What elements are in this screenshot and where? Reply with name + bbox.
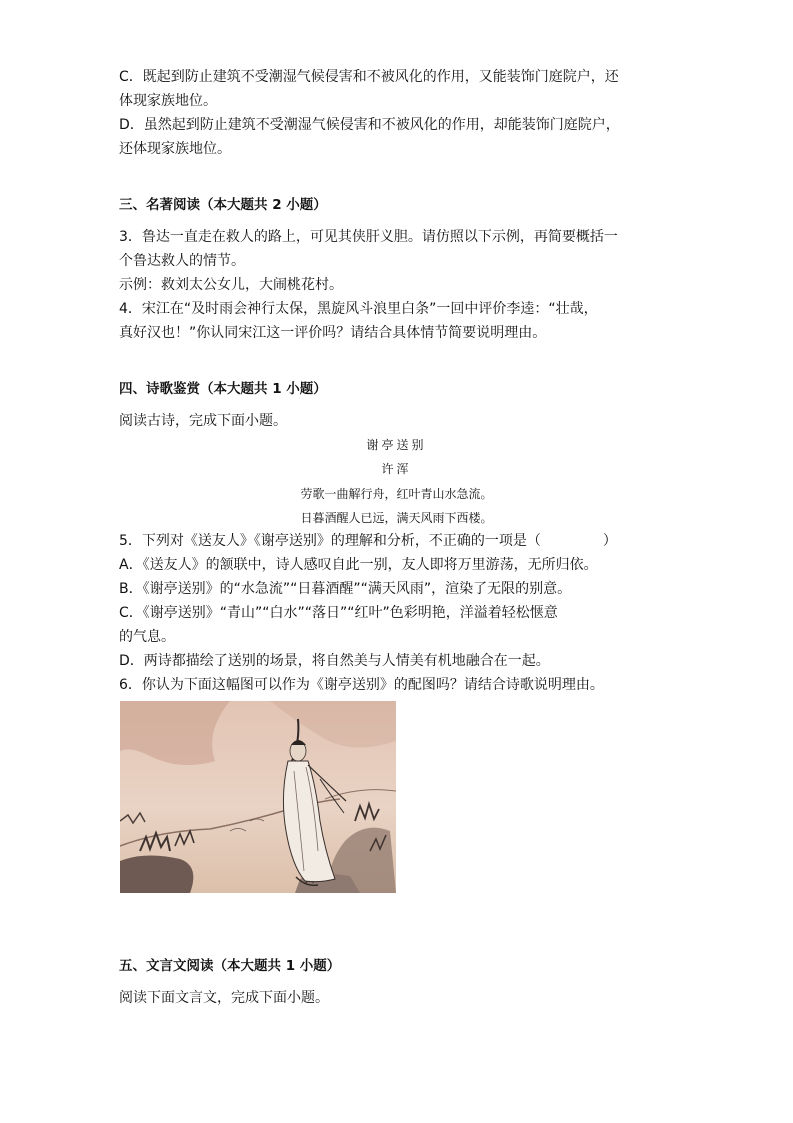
section-5-intro: 阅读下面文言文，完成下面小题。: [119, 990, 329, 1006]
option-d-line2: 还体现家族地位。: [119, 141, 231, 157]
question-5-stem: [119, 532, 617, 550]
question-3-example: 示例：救刘太公女儿，大闹桃花村。: [119, 277, 343, 293]
poem-title: 谢亭送别: [366, 438, 427, 452]
question-4-line1: 4．宋江在“及时雨会神行太保，黑旋风斗浪里白条”一回中评价李逵：“壮哉，: [119, 301, 598, 317]
poem-line-1: 劳歌一曲解行舟，红叶青山水急流。: [300, 487, 493, 501]
option-c-line2: 体现家族地位。: [119, 93, 217, 109]
question-5-option-c-line1: C．《谢亭送别》“青山”“白水”“落日”“红叶”色彩明艳，洋溢着轻松惬意: [119, 605, 558, 621]
question-5-stem-text: 5．下列对《送友人》《谢亭送别》的理解和分析，不正确的一项是（: [119, 533, 541, 549]
poem-line-2: 日暮酒醒人已远，满天风雨下西楼。: [300, 511, 493, 525]
question-5-option-b: B．《谢亭送别》的“水急流”“日暮酒醒”“满天风雨”，渲染了无限的别意。: [119, 581, 572, 597]
question-6: 6．你认为下面这幅图可以作为《谢亭送别》的配图吗？请结合诗歌说明理由。: [119, 677, 604, 693]
farewell-painting-image: [120, 701, 396, 893]
question-4-line2: 真好汉也！”你认同宋江这一评价吗？请结合具体情节简要说明理由。: [119, 325, 547, 341]
question-3-line1: 3．鲁达一直走在救人的路上，可见其侠肝义胆。请仿照以下示例，再简要概括一: [119, 229, 618, 245]
poem-author: 许浑: [381, 462, 412, 476]
question-5-option-a: A．《送友人》的颔联中，诗人感叹自此一别，友人即将万里游荡，无所归依。: [119, 557, 598, 573]
question-5-option-c-line2: 的气息。: [119, 629, 175, 645]
section-5-heading: 五、文言文阅读（本大题共 1 小题）: [119, 958, 341, 974]
question-3-line2: 个鲁达救人的情节。: [119, 253, 245, 269]
section-4-intro: 阅读古诗，完成下面小题。: [119, 413, 287, 429]
option-c-line1: C．既起到防止建筑不受潮湿气候侵害和不被风化的作用，又能装饰门庭院户，还: [119, 69, 619, 85]
question-5-stem-close: ）: [602, 533, 617, 549]
section-3-heading: 三、名著阅读（本大题共 2 小题）: [119, 197, 327, 213]
question-5-option-d: D．两诗都描绘了送别的场景，将自然美与人情美有机地融合在一起。: [119, 653, 550, 669]
option-d-line1: D．虽然起到防止建筑不受潮湿气候侵害和不被风化的作用，却能装饰门庭院户，: [119, 117, 620, 133]
section-4-heading: 四、诗歌鉴赏（本大题共 1 小题）: [119, 381, 327, 397]
